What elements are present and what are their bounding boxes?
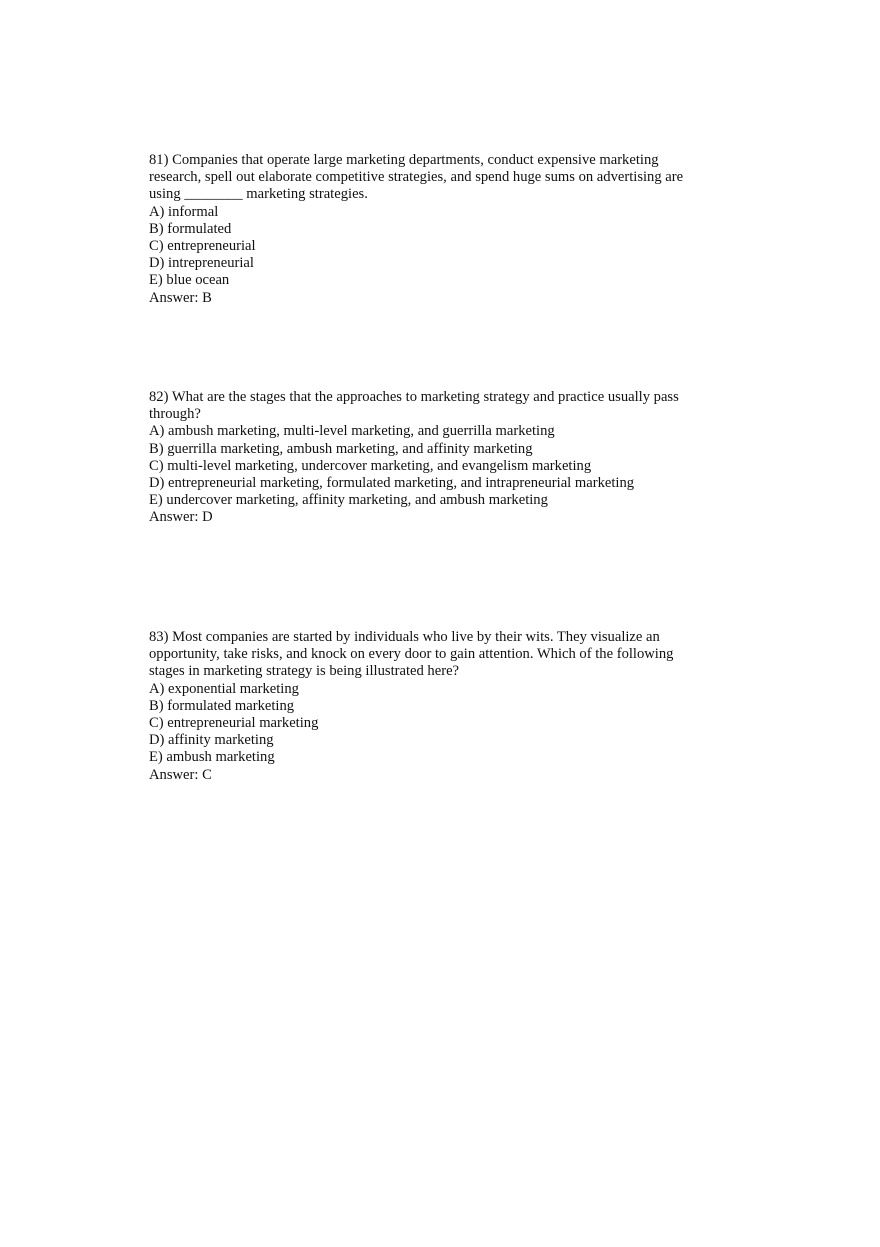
correct-answer: Answer: B	[149, 289, 212, 306]
correct-answer: Answer: C	[149, 766, 212, 783]
answer-option-d: D) entrepreneurial marketing, formulated marketing, and intrapreneurial marketing	[149, 475, 635, 492]
question-81	[149, 152, 719, 307]
answer-option-b: B) formulated marketing	[149, 697, 295, 714]
question-82	[149, 389, 719, 527]
question-stem-line: stages in marketing strategy is being illustrated here?	[149, 663, 460, 680]
answer-option-e: E) ambush marketing	[149, 749, 275, 766]
answer-option-e: E) undercover marketing, affinity marketing, and ambush marketing	[149, 492, 548, 509]
question-stem-line: research, spell out elaborate competitive strategies, and spend huge sums on advertising are	[149, 169, 684, 186]
question-stem-line: using ________ marketing strategies.	[149, 186, 368, 203]
answer-option-d: D) affinity marketing	[149, 732, 274, 749]
answer-option-c: C) entrepreneurial	[149, 238, 256, 255]
answer-option-b: B) formulated	[149, 220, 232, 237]
question-stem-line: 83) Most companies are started by individuals who live by their wits. They visualize an	[149, 629, 660, 645]
answer-option-a: A) exponential marketing	[149, 680, 299, 697]
answer-option-d: D) intrepreneurial	[149, 255, 254, 272]
answer-option-a: A) ambush marketing, multi-level marketing, and guerrilla marketing	[149, 423, 555, 440]
question-stem-line: through?	[149, 406, 201, 423]
correct-answer: Answer: D	[149, 509, 213, 526]
question-83	[149, 629, 719, 784]
question-stem-line: 81) Companies that operate large marketing departments, conduct expensive marketing	[149, 152, 659, 168]
answer-option-a: A) informal	[149, 203, 219, 220]
answer-option-e: E) blue ocean	[149, 272, 230, 289]
answer-option-b: B) guerrilla marketing, ambush marketing, and affinity marketing	[149, 440, 533, 457]
answer-option-c: C) multi-level marketing, undercover marketing, and evangelism marketing	[149, 457, 592, 474]
question-stem-line: 82) What are the stages that the approaches to marketing strategy and practice usually pass	[149, 389, 679, 405]
question-stem-line: opportunity, take risks, and knock on every door to gain attention. Which of the following	[149, 646, 674, 663]
answer-option-c: C) entrepreneurial marketing	[149, 715, 319, 732]
